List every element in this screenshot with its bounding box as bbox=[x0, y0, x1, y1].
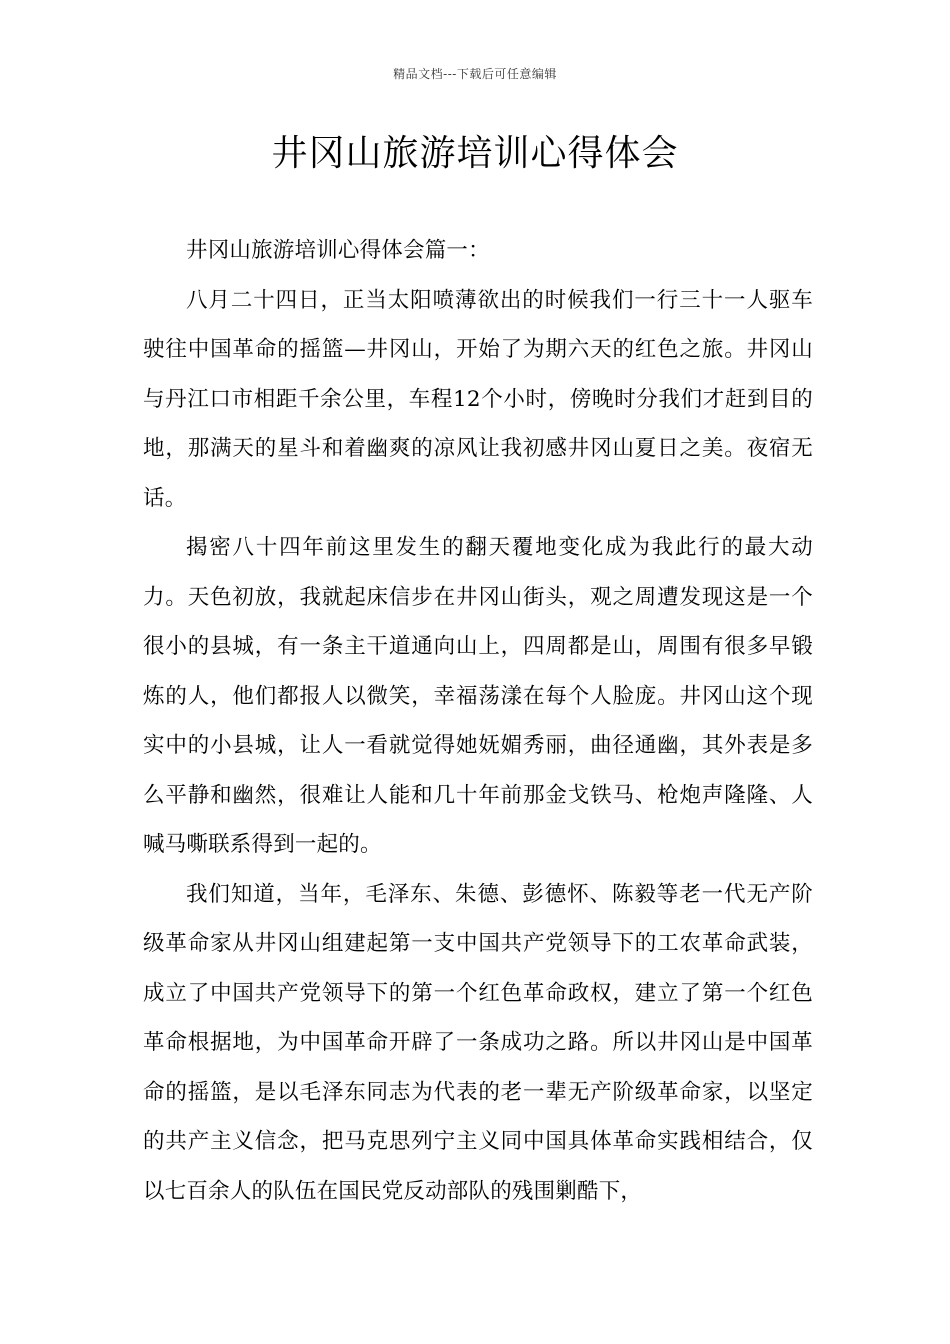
paragraph: 我们知道，当年，毛泽东、朱德、彭德怀、陈毅等老一代无产阶级革命家从井冈山组建起第一支中国共产党领导下的工农革命武装，成立了中国共产党领导下的第一个红色革命政权，建立了第一个红色革命根据地，为中国革命开辟了一条成功之路。所以井冈山是中国革命的摇篮，是以毛泽东同志为代表的老一辈无产阶级革命家，以坚定的共产主义信念，把马克思列宁主义同中国具体革命实践相结合，仅以七百余人的队伍在国民党反动部队的残围剿酷下， bbox=[143, 881, 813, 1204]
section-heading: 井冈山旅游培训心得体会篇一： bbox=[186, 238, 490, 263]
document-body bbox=[143, 226, 813, 1216]
document-title: 井冈山旅游培训心得体会 bbox=[271, 133, 679, 174]
paragraph: 八月二十四日，正当太阳喷薄欲出的时候我们一行三十一人驱车驶往中国革命的摇篮—井冈山，开始了为期六天的红色之旅。井冈山与丹江口市相距千余公里，车程12个小时，傍晚时分我们才赶到目的地，那满天的星斗和着幽爽的凉风让我初感井冈山夏日之美。夜宿无话。 bbox=[143, 287, 813, 511]
header-note: 精品文档---下载后可任意编辑 bbox=[393, 67, 557, 81]
paragraph: 揭密八十四年前这里发生的翻天覆地变化成为我此行的最大动力。天色初放，我就起床信步在井冈山街头，观之周遭发现这是一个很小的县城，有一条主干道通向山上，四周都是山，周围有很多早锻炼的人，他们都报人以微笑，幸福荡漾在每个人脸庞。井冈山这个现实中的小县城，让人一看就觉得她妩媚秀丽，曲径通幽，其外表是多么平静和幽然，很难让人能和几十年前那金戈铁马、枪炮声隆隆、人喊马嘶联系得到一起的。 bbox=[143, 535, 813, 857]
